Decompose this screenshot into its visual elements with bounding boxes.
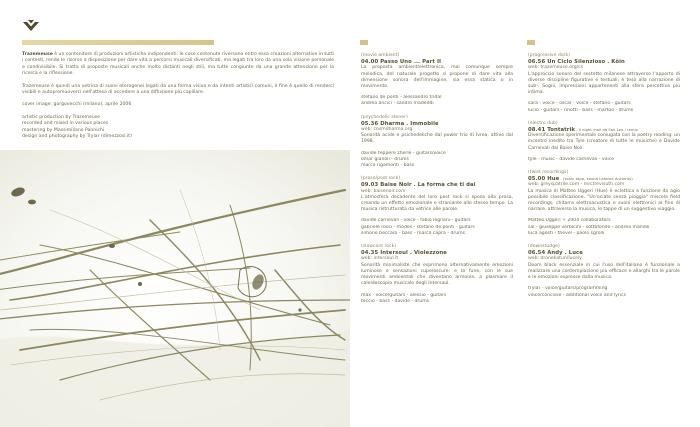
track-entry [361, 115, 513, 170]
track-title: 06.56 Un Ciclo Silenzioso . Kôin [528, 59, 625, 66]
track-crew: simone beccaro - bass - marco capra - drums [361, 230, 466, 236]
trazemeuse-logo-icon [22, 19, 40, 33]
track-entry [361, 53, 513, 108]
track-title: 05.00 Hue . (sonic tapp, sound Laterne Ancients) [528, 176, 633, 183]
track-website: web: greyspatrile.com - mrctrevisuth.com [528, 182, 625, 188]
track-description: L'approccio sonoro del sestetto milanese attraverso l'apporto di diverse discipline figurative e testuali, è teso alla narrazione di sub-. Sogni, impressioni appartenenti alla sfera percettiva più intima. [528, 71, 680, 96]
cover-credit: cover image: gorgovecchi (milano), aprile 2006 [22, 102, 132, 108]
track-title-note: . (sonic tapp, sound Laterne Ancients) [559, 177, 633, 182]
track-website: web: cosmdharma.org [361, 127, 413, 133]
track-website: web: dronekatun/lucely [528, 256, 582, 262]
track-crew: sara - voice - oscar - voice - stefano - guitars [528, 101, 631, 107]
track-genre: (movie ambient) [361, 53, 400, 58]
tracklist-column-middle [361, 53, 513, 312]
track-description: Sonorità acide e psichedeliche dal power trio di Ivrea, attivo dal 1998. [361, 133, 513, 145]
track-entry [361, 176, 513, 237]
intro-paragraph-1: Trazemeuse è un contenitore di produzioni artistiche indipendenti: le cose contenute riversano entro essa creazioni alternative in tutti i contesti, rende le risorse a disposizione per dare vita a percorsi musicali diversificati, ma legati tra loro da una sola visione personale e condivisibile. Si tratta di proposte musicali anche molto distanti negli stili, ma tutte congiunte da una grande attenzione per la ricerca e la riflessione. [22, 52, 334, 77]
track-genre: (psychedelic stoner) [361, 114, 408, 120]
track-crew: sal - giuseppe verbicini - sottofondo - andrea mandili [528, 224, 650, 230]
production-credits [22, 115, 334, 141]
track-title: 04.35 Intersoul . Violezzone [361, 250, 447, 257]
track-description: Doom black essenziale in cui l'uso dell'italiano è funzionale a realizzare una contemplazione più efficace e allarghi tra le parole e le emozioni espresse dalla musica. [528, 262, 680, 281]
track-crew: max - voice/guitars - alessio - guitars [361, 292, 447, 298]
track-genre: (slowcore rock) [361, 244, 397, 250]
track-crew: gabriele rossi - rhodes - stefano de ponti - guitars [361, 224, 475, 230]
header-accent-bar [22, 40, 214, 45]
track-crew: voice/concisse - additional voice and lyrics [528, 292, 627, 298]
track-genre: (downstudge) [528, 244, 560, 250]
track-title-note: . il night mail da San Leo / remix [575, 128, 638, 133]
track-description: Diversificazione sperimentale coniugata con la poetry reading: un incontro inedito tra Tyle (creatore di tutte le musiche) e Davide Carnevali dai Baise Noir. [528, 133, 680, 151]
track-genre: (prose/post rock) [361, 176, 401, 182]
track-crew: davide teppere zherle - guitars/voice [361, 150, 446, 156]
track-title: 04.00 Passo Uno ... Part II [361, 59, 442, 66]
track-genre: (twist recordings) [528, 170, 569, 176]
track-entry [528, 121, 680, 163]
track-crew: stefano de ponti - alessandro tridal [361, 95, 442, 101]
track-description: Sonorità minimaliste che esprimono alternativamente emozioni luminose e sensazioni cupe/oscure: e la fune, con le sue movimenti ambientali che diventano armonie, a plasmare il caleidoscopio musicale degli Intersoul. [361, 262, 513, 287]
track-title: 08.41 Tontatrik . il night mail da San Leo / remix [528, 127, 638, 134]
tracklist-column-right [528, 53, 680, 306]
credit-line: mastering by Massimiliano Pannichi [22, 127, 105, 133]
intro-paragraph-2: Trazemeuse è quindi una vetrina di suoni eterogenei legati da una forma visiva e da intenti artistici comuni, il fine è quello di renderci visibili e autopromuoverci nell'attesa di accedere a una diffusione più capillare. [22, 83, 334, 96]
track-crew: marco rigamonti - bass [361, 163, 415, 169]
track-crew: tyle - music - davide carnevali - voice [528, 156, 614, 162]
track-website: web: intersoul.it [361, 256, 399, 262]
track-title: 05.36 Dharma . Immobile [361, 120, 439, 127]
cover-photo-grass [0, 150, 350, 427]
track-genre: (progressive dark) [528, 53, 570, 58]
track-description: L'atmosfera decadente del loro post rock si sposa alla prosa, creando un effetto emozionale e straniante allo stesso tempo. La musica ristrutturata da vetrice alle parole. [361, 194, 513, 213]
track-crew: davide carnevali - voice - fabio legnani - guitars [361, 218, 471, 224]
track-website: web: trazemeuse.org/cs [528, 65, 584, 71]
track-crew: luca agosti - thevel - paolo sgrolli [528, 230, 605, 236]
credit-line: artistic production by Trazemeuse [22, 114, 100, 120]
track-entry [361, 244, 513, 305]
track-entry [528, 53, 680, 114]
credit-line: recorded and mixed in various places [22, 121, 109, 127]
track-entry [528, 244, 680, 299]
track-entry [528, 170, 680, 237]
track-crew: teccio - bass - davide - drums [361, 298, 430, 304]
track-genre: (electro dub) [528, 120, 558, 126]
track-crew: lucio - guitars - rinotti - bass - martoo - drums [528, 107, 634, 113]
track-description: La proposta ambient/elettronica, mai comunque sempre melodica, del naturale progetto si propone di dare vita alla dimensione sonora dell'immagine, sia essa statica o in movimento. [361, 65, 513, 90]
credit-line: design and photography by Trylar (dimezzosi.it) [22, 134, 132, 140]
track-crew: andrea ancici - sandro madeddi [361, 101, 434, 107]
column-accent-right [527, 40, 535, 45]
intro-text [22, 52, 334, 140]
track-website: web: baisenoir.com [361, 188, 406, 194]
track-title: 06.54 Andy . Luce [528, 250, 583, 257]
column-accent-mid [360, 40, 368, 45]
track-crew: omar gianoli - drums [361, 156, 409, 162]
track-description: La musica di Matteo Uggeri (Hue) è eclettica a funzione da agio possibile classificazione. "Un'ociate senza pioggia" miscela field recordings, chitarra elettroacustica e suoni elettronici al fine di narrare, attraverso la musica, le tappe di un suggestivo viaggio. [528, 188, 680, 213]
track-title: 09.03 Baise Noir . La forma che ti dai [361, 182, 476, 189]
track-crew: trylar - voice/guitars/programming [528, 286, 608, 292]
track-crew: Matteo Uggeri + 2004 collaborators [528, 218, 611, 224]
